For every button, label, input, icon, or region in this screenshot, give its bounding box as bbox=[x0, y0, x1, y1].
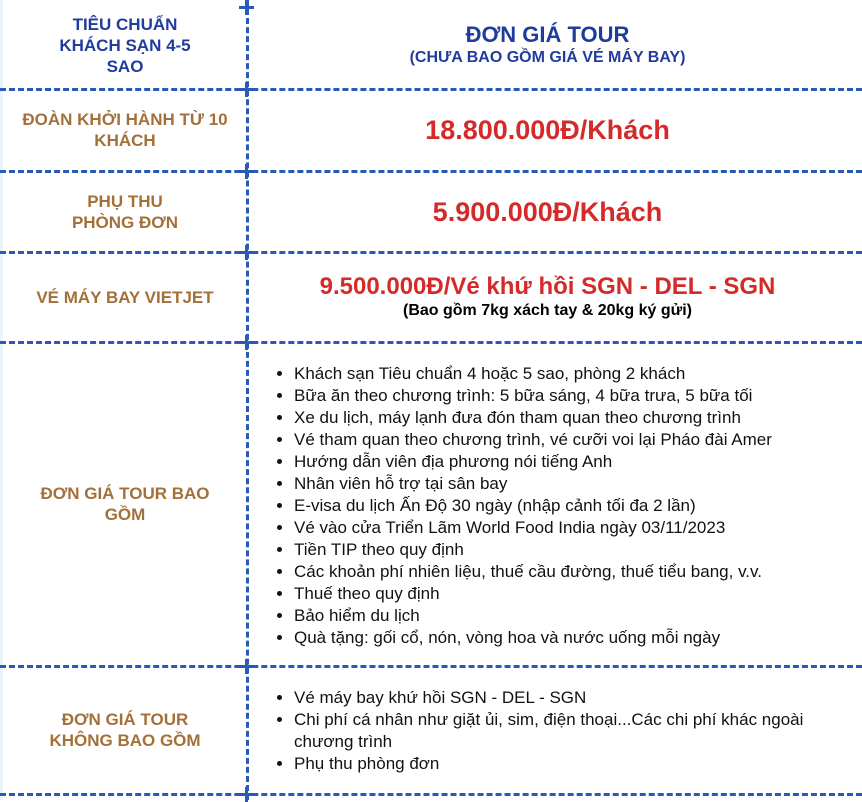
list-item: • Bữa ăn theo chương trình: 5 bữa sáng, 4 bữa trưa, 5 bữa tối bbox=[294, 385, 862, 407]
tour-price-title: ĐƠN GIÁ TOUR bbox=[465, 22, 630, 47]
group-price-value: 18.800.000Đ/Khách bbox=[425, 115, 670, 145]
list-item: • Nhân viên hỗ trợ tại sân bay bbox=[294, 473, 862, 495]
single-room-surcharge-label bbox=[5, 173, 245, 250]
left-edge-strip bbox=[0, 0, 3, 800]
flight-price-cell bbox=[250, 254, 845, 340]
flight-ticket-label: VÉ MÁY BAY VIETJET bbox=[36, 287, 214, 307]
single-room-label-line2: PHÒNG ĐƠN bbox=[71, 212, 179, 232]
baggage-note: (Bao gồm 7kg xách tay & 20kg ký gửi) bbox=[402, 302, 692, 319]
hotel-standard-label: TIÊU CHUẨN KHÁCH SẠN 4-5 SAO bbox=[59, 14, 191, 76]
list-item: • Các khoản phí nhiên liệu, thuế cầu đường, thuế tiểu bang, v.v. bbox=[294, 561, 862, 583]
single-room-label-line1: PHỤ THU bbox=[87, 191, 163, 211]
group-price-cell bbox=[250, 91, 845, 169]
list-item: • Xe du lịch, máy lạnh đưa đón tham quan theo chương trình bbox=[294, 407, 862, 429]
list-item: • Bảo hiểm du lịch bbox=[294, 605, 862, 627]
list-item: • E-visa du lịch Ấn Độ 30 ngày (nhập cảnh tối đa 2 lần) bbox=[294, 495, 862, 517]
list-item: • Tiền TIP theo quy định bbox=[294, 539, 862, 561]
tour-excludes-list bbox=[272, 687, 834, 775]
tour-includes-list bbox=[272, 363, 862, 649]
group-departure-label: ĐOÀN KHỞI HÀNH TỪ 10 KHÁCH bbox=[22, 110, 228, 150]
list-item: • Vé máy bay khứ hồi SGN - DEL - SGN bbox=[294, 687, 834, 709]
tour-includes-label: ĐƠN GIÁ TOUR BAO GỒM bbox=[40, 484, 210, 524]
tour-price-header bbox=[250, 4, 845, 86]
single-room-price-value: 5.900.000Đ/Khách bbox=[432, 196, 663, 227]
tour-excludes-label bbox=[5, 668, 245, 792]
excludes-label-line2: KHÔNG BAO GỒM bbox=[49, 731, 201, 750]
single-room-price-cell bbox=[250, 173, 845, 250]
list-item: • Chi phí cá nhân như giặt ủi, sim, điện thoại...Các chi phí khác ngoài chương trình bbox=[294, 709, 834, 753]
column-divider bbox=[246, 0, 249, 800]
flight-price-value: 9.500.000Đ/Vé khứ hồi SGN - DEL - SGN bbox=[319, 273, 776, 300]
list-item: • Phụ thu phòng đơn bbox=[294, 753, 834, 775]
list-item: • Quà tặng: gối cổ, nón, vòng hoa và nước uống mỗi ngày bbox=[294, 627, 862, 649]
tour-price-subtitle: (CHƯA BAO GỒM GIÁ VÉ MÁY BAY) bbox=[409, 49, 686, 66]
list-item: • Hướng dẫn viên địa phương nói tiếng Anh bbox=[294, 451, 862, 473]
list-item: • Khách sạn Tiêu chuẩn 4 hoặc 5 sao, phòng 2 khách bbox=[294, 363, 862, 385]
row-divider bbox=[0, 793, 862, 796]
list-item: • Vé vào cửa Triển Lãm World Food India ngày 03/11/2023 bbox=[294, 517, 862, 539]
list-item: • Thuế theo quy định bbox=[294, 583, 862, 605]
list-item: • Vé tham quan theo chương trình, vé cưỡi voi lại Pháo đài Amer bbox=[294, 429, 862, 451]
excludes-label-line1: ĐƠN GIÁ TOUR bbox=[61, 710, 189, 729]
